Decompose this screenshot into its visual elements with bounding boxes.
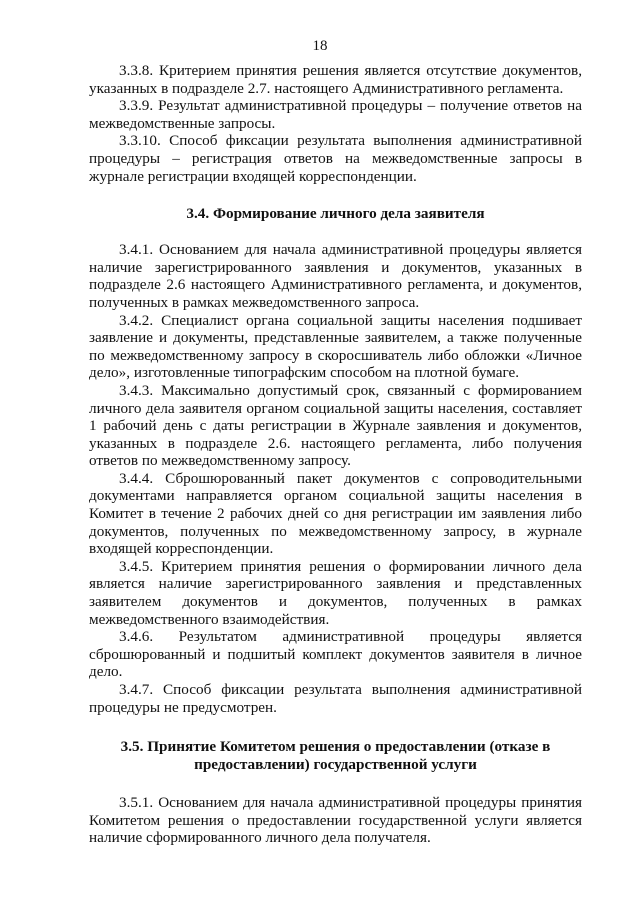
paragraph-3-3-10: 3.3.10. Способ фиксации результата выполнения административной процедуры – регистрация ответов на межведомственные запросы в журнале регистрации входящей корреспонденции. bbox=[89, 132, 582, 185]
section-title-3-4: 3.4. Формирование личного дела заявителя bbox=[186, 205, 485, 223]
document-body bbox=[89, 62, 582, 847]
paragraph-3-4-5: 3.4.5. Критерием принятия решения о формировании личного дела является наличие зарегистрированного заявления и представленных заявителем документов и документов, полученных в рамках межведомственного взаимодействия. bbox=[89, 557, 582, 628]
paragraph-3-4-3: 3.4.3. Максимально допустимый срок, связанный с формированием личного дела заявителя органом социальной защиты населения, составляет 1 рабочий день с даты регистрации в Журнале заявления и документов, указанных в подразделе 2.6. настоящего регламента, либо получения ответов по межведомственному запросу. bbox=[89, 381, 582, 470]
paragraph-3-3-9: 3.3.9. Результат административной процедуры – получение ответов на межведомственные запросы. bbox=[89, 97, 582, 132]
paragraph-3-4-1: 3.4.1. Основанием для начала административной процедуры является наличие зарегистрированного заявления и документов, указанных в подразделе 2.6 настоящего Административного регламента, и документов, полученных в рамках межведомственного запроса. bbox=[89, 241, 582, 311]
paragraph-3-4-4: 3.4.4. Сброшюрованный пакет документов с сопроводительными документами направляется органом социальной защиты населения в Комитет в течение 2 рабочих дней со дня регистрации им заявления либо документов, полученных по межведомственному запросу, в журнале входящей корреспонденции. bbox=[89, 469, 582, 558]
section-title-3-5-line1: 3.5. Принятие Комитетом решения о предоставлении (отказе в bbox=[120, 738, 551, 756]
paragraph-3-3-8: 3.3.8. Критерием принятия решения является отсутствие документов, указанных в подразделе 2.7. настоящего Административного регламента. bbox=[89, 62, 582, 97]
paragraph-3-4-6: 3.4.6. Результатом административной процедуры является сброшюрованный и подшитый комплект документов заявителя в личное дело. bbox=[89, 628, 582, 681]
paragraph-3-4-7: 3.4.7. Способ фиксации результата выполнения административной процедуры не предусмотрен. bbox=[89, 681, 582, 716]
paragraph-3-5-1: 3.5.1. Основанием для начала административной процедуры принятия Комитетом решения о предоставлении государственной услуги является наличие сформированного личного дела получателя. bbox=[89, 794, 582, 847]
page-number: 18 bbox=[312, 38, 328, 54]
paragraph-3-4-2: 3.4.2. Специалист органа социальной защиты населения подшивает заявление и документы, представленные заявителем, а также полученные по межведомственному запросу в скоросшиватель либо обложки «Личное дело», изготовленные типографским способом на плотной бумаге. bbox=[89, 311, 582, 382]
section-title-3-5-line2: предоставлении) государственной услуги bbox=[194, 756, 477, 774]
